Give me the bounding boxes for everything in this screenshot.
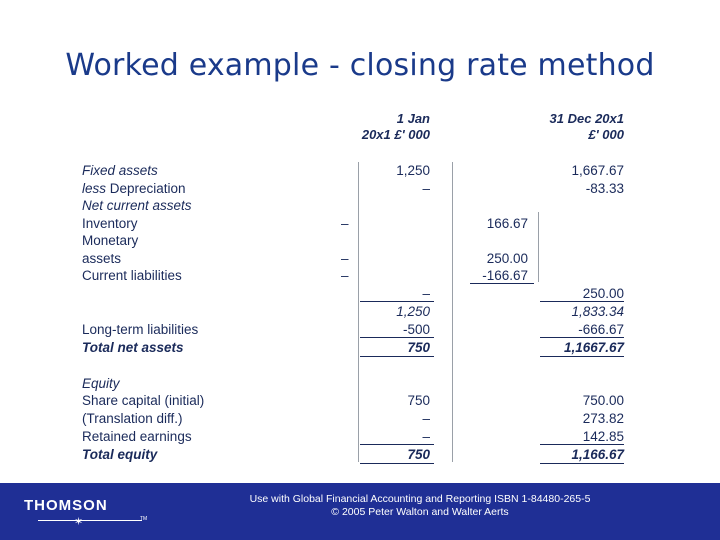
col2-value: -83.33 bbox=[585, 181, 624, 196]
col2-header-line2: £' 000 bbox=[588, 127, 624, 142]
mid-value: 250.00 bbox=[486, 251, 528, 266]
row-inventory bbox=[0, 215, 720, 232]
col1-value: -500 bbox=[402, 322, 430, 337]
col2-value: 1,166.67 bbox=[571, 447, 624, 462]
row-label: Current liabilities bbox=[82, 268, 182, 283]
row-label: Long-term liabilities bbox=[82, 322, 199, 337]
col1-value: 750 bbox=[407, 340, 430, 355]
col1-value: 750 bbox=[407, 393, 430, 408]
col1-rule-1 bbox=[360, 301, 434, 302]
footer-line-2: © 2005 Peter Walton and Walter Aerts bbox=[331, 506, 509, 518]
col2-header-line1: 31 Dec 20x1 bbox=[549, 111, 624, 126]
trademark-mark: TM bbox=[140, 516, 148, 522]
row-label-text: less Depreciation bbox=[82, 181, 186, 196]
col1-header-line1: 1 Jan bbox=[396, 111, 430, 126]
col2-rule-4 bbox=[540, 444, 624, 445]
col2-value: 1,833.34 bbox=[571, 304, 624, 319]
col1-rule-5 bbox=[360, 463, 434, 464]
col1-value: – bbox=[422, 286, 430, 301]
logo-underline bbox=[38, 520, 142, 521]
row-label: Share capital (initial) bbox=[82, 393, 205, 408]
col2-header bbox=[550, 111, 624, 143]
row-translation-diff bbox=[0, 410, 720, 427]
col1-rule-4 bbox=[360, 444, 434, 445]
row-current-liabilities bbox=[0, 267, 720, 284]
row-share-capital bbox=[0, 392, 720, 409]
slide-title: Worked example - closing rate method bbox=[65, 48, 655, 83]
row-total-equity bbox=[0, 446, 720, 463]
col2-value: -666.67 bbox=[578, 322, 624, 337]
row-label: Monetary bbox=[82, 233, 139, 248]
dash-mark: – bbox=[341, 251, 349, 266]
col2-value: 250.00 bbox=[582, 286, 624, 301]
col1-value: 1,250 bbox=[396, 304, 430, 319]
col1-value: 1,250 bbox=[396, 163, 430, 178]
dash-mark: – bbox=[341, 268, 349, 283]
row-label: Fixed assets bbox=[82, 163, 158, 178]
row-assets bbox=[0, 250, 720, 267]
col1-value: – bbox=[422, 429, 430, 444]
col1-value: – bbox=[422, 181, 430, 196]
row-net-current-assets bbox=[0, 197, 720, 214]
col1-value: – bbox=[422, 411, 430, 426]
col2-value: 273.82 bbox=[582, 411, 624, 426]
row-monetary bbox=[0, 232, 720, 249]
mid-value: -166.67 bbox=[482, 268, 528, 283]
row-total-net-assets bbox=[0, 339, 720, 356]
star-icon: ✶ bbox=[74, 516, 84, 528]
col2-value: 750.00 bbox=[582, 393, 624, 408]
row-fixed-assets bbox=[0, 162, 720, 179]
col1-rule-2 bbox=[360, 337, 434, 338]
less-word: less bbox=[82, 181, 107, 196]
row-subtotal bbox=[0, 303, 720, 320]
row-label: Retained earnings bbox=[82, 429, 192, 444]
col1-header bbox=[362, 111, 430, 143]
thomson-logo: THOMSON bbox=[24, 497, 108, 514]
col1-header-line2: 20x1 £' 000 bbox=[361, 127, 430, 142]
row-label bbox=[82, 180, 186, 197]
col1-value: 750 bbox=[407, 447, 430, 462]
mid-value: 166.67 bbox=[486, 216, 528, 231]
dash-mark: – bbox=[341, 216, 349, 231]
row-label: Total net assets bbox=[82, 340, 184, 355]
row-label: assets bbox=[82, 251, 122, 266]
row-net-current-total bbox=[0, 285, 720, 302]
row-retained-earnings bbox=[0, 428, 720, 445]
row-depreciation bbox=[0, 180, 720, 197]
row-equity bbox=[0, 375, 720, 392]
mid-subtotal-rule bbox=[470, 283, 534, 284]
row-label: Inventory bbox=[82, 216, 138, 231]
footer-line-1: Use with Global Financial Accounting and Reporting ISBN 1-84480-265-5 bbox=[249, 493, 591, 505]
row-long-term-liabilities bbox=[0, 321, 720, 338]
col1-rule-3 bbox=[360, 356, 434, 357]
col2-rule-2 bbox=[540, 337, 624, 338]
col2-value: 1,1667.67 bbox=[563, 340, 624, 355]
row-label: (Translation diff.) bbox=[82, 411, 183, 426]
col2-rule-5 bbox=[540, 463, 624, 464]
row-label: Equity bbox=[82, 376, 120, 391]
col2-rule-1 bbox=[540, 301, 624, 302]
col2-value: 1,667.67 bbox=[571, 163, 624, 178]
row-label: Total equity bbox=[82, 447, 158, 462]
col2-value: 142.85 bbox=[582, 429, 624, 444]
row-label: Net current assets bbox=[82, 198, 192, 213]
col2-rule-3 bbox=[540, 356, 624, 357]
footer-bar bbox=[0, 483, 720, 540]
